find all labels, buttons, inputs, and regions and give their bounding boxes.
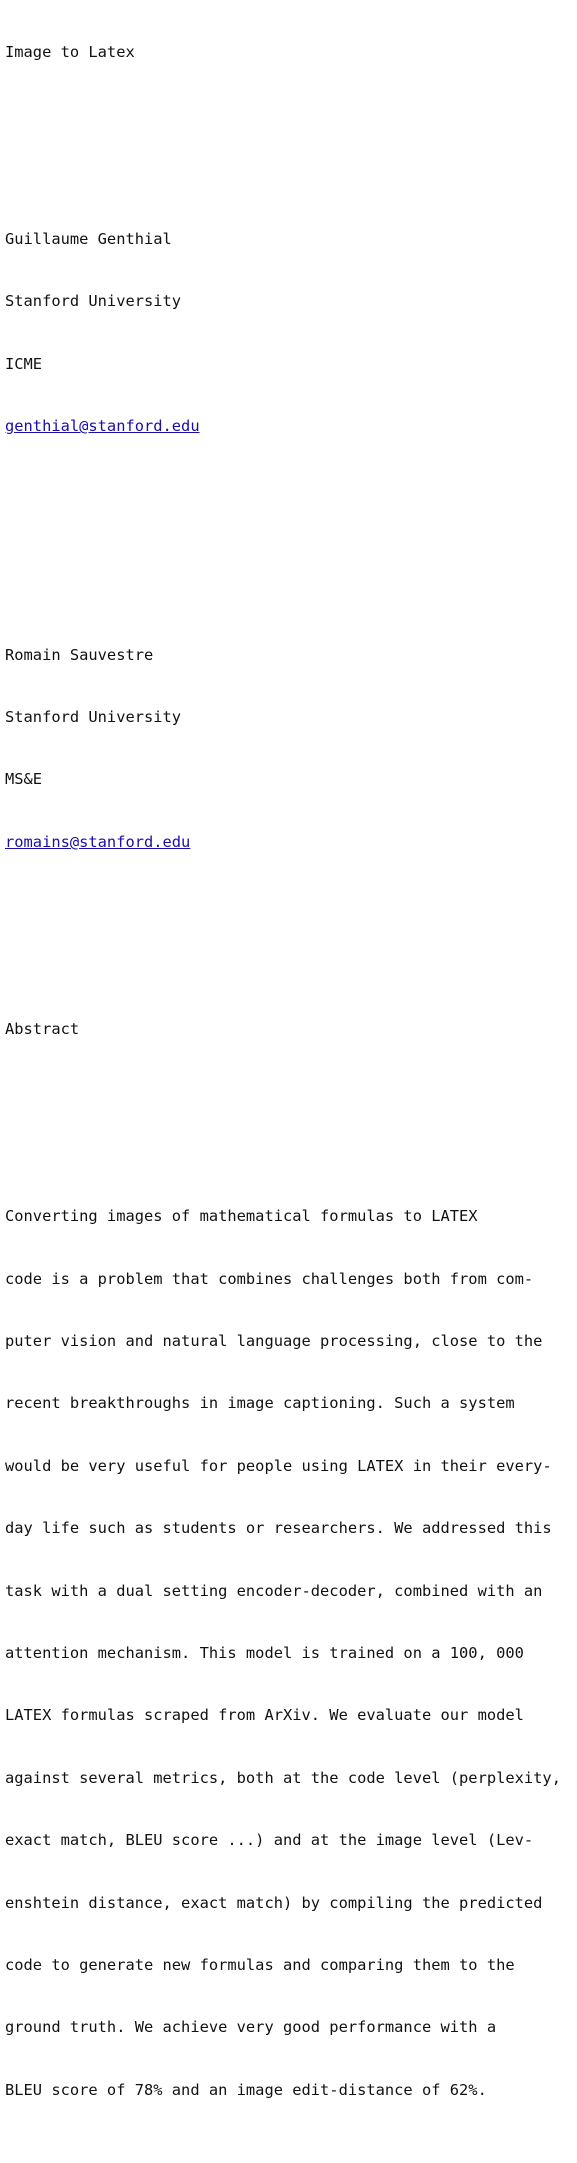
abstract-line: against several metrics, both at the code level (perplexity,: [5, 1768, 561, 1787]
author-department: ICME: [5, 354, 43, 373]
abstract-line: code to generate new formulas and comparing them to the: [5, 1955, 515, 1974]
abstract-line: exact match, BLEU score ...) and at the image level (Lev-: [5, 1831, 534, 1850]
abstract-line: would be very useful for people using LATEX in their every-: [5, 1456, 552, 1475]
abstract-line: LATEX formulas scraped from ArXiv. We evaluate our model: [5, 1706, 524, 1725]
author-block-1: [5, 187, 573, 478]
abstract-line: attention mechanism. This model is trained on a 100, 000: [5, 1643, 524, 1662]
abstract-body: [5, 1165, 573, 2142]
spacer: [5, 104, 573, 125]
abstract-line: recent breakthroughs in image captioning. Such a system: [5, 1394, 515, 1413]
abstract-line: code is a problem that combines challenges both from com-: [5, 1269, 534, 1288]
author-department: MS&E: [5, 770, 43, 789]
author-affiliation: Stanford University: [5, 708, 182, 727]
spacer: [5, 520, 573, 541]
author-affiliation: Stanford University: [5, 292, 182, 311]
abstract-line: enshtein distance, exact match) by compiling the predicted: [5, 1893, 543, 1912]
abstract-line: Converting images of mathematical formulas to LATEX: [5, 1207, 478, 1226]
spacer: [5, 936, 573, 957]
author-email-link[interactable]: genthial@stanford.edu: [5, 416, 200, 435]
abstract-line: task with a dual setting encoder-decoder, combined with an: [5, 1581, 543, 1600]
author-block-2: [5, 603, 573, 894]
author-name: Guillaume Genthial: [5, 229, 172, 248]
author-email-link[interactable]: romains@stanford.edu: [5, 832, 191, 851]
abstract-heading: Abstract: [5, 1020, 80, 1039]
abstract-line: puter vision and natural language processing, close to the: [5, 1332, 543, 1350]
document: [5, 0, 573, 2163]
abstract-line: BLEU score of 78% and an image edit-distance of 62%.: [5, 2080, 487, 2099]
author-name: Romain Sauvestre: [5, 645, 154, 664]
abstract-line: ground truth. We achieve very good performance with a: [5, 2018, 497, 2037]
author-email-line: [5, 832, 573, 853]
author-email-line: [5, 416, 573, 437]
abstract-line: day life such as students or researchers. We addressed this: [5, 1519, 552, 1538]
spacer: [5, 1081, 573, 1102]
paper-title: Image to Latex: [5, 42, 135, 61]
